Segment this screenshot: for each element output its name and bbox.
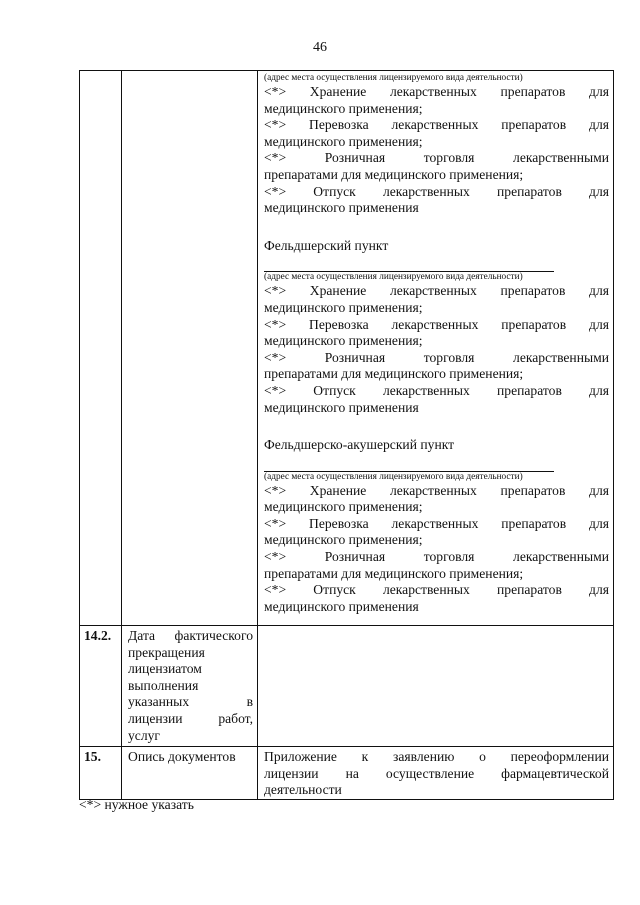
row-label-line: указанных в [128, 694, 253, 710]
activity-item-line: медицинского применения [264, 598, 419, 614]
activity-item-line: медицинского применения; [264, 133, 423, 149]
table-row [80, 626, 614, 747]
row-label [122, 626, 257, 744]
activity-item [264, 516, 609, 549]
activity-item [264, 383, 609, 416]
activity-item [264, 350, 609, 383]
row-number-cell [80, 71, 122, 626]
activity-item-line: препаратами для медицинского применения; [264, 166, 524, 182]
activity-item-line: медицинского применения; [264, 333, 423, 349]
activity-item-line: <*> Отпуск лекарственных препаратов для [264, 382, 609, 398]
activity-item-line: медицинского применения [264, 399, 419, 415]
activity-list [264, 84, 609, 217]
row-value [258, 747, 613, 799]
activity-item-line: <*> Перевозка лекарственных препаратов для [264, 117, 609, 133]
activity-item-line: <*> Отпуск лекарственных препаратов для [264, 582, 609, 598]
activity-item-line: <*> Розничная торговля лекарственными [264, 549, 609, 565]
row-number-cell [80, 626, 122, 747]
activity-item-line: медицинского применения [264, 200, 419, 216]
activity-item [264, 150, 609, 183]
activity-item [264, 283, 609, 316]
activity-item-line: <*> Розничная торговля лекарственными [264, 150, 609, 166]
activity-item [264, 483, 609, 516]
table-row [80, 71, 614, 626]
row-number-cell [80, 747, 122, 800]
row-value-cell [258, 71, 614, 626]
row-label-line: лицензии работ, [128, 710, 253, 726]
row-value-line: деятельности [264, 782, 342, 798]
activity-item-line: препаратами для медицинского применения; [264, 565, 524, 581]
row-number: 14.2. [84, 628, 112, 643]
activity-item-line: <*> Хранение лекарственных препаратов для [264, 283, 609, 299]
activity-item-line: <*> Перевозка лекарственных препаратов для [264, 316, 609, 332]
row-label-line: прекращения [128, 644, 205, 660]
row-label-cell [122, 626, 258, 747]
facility-heading: Фельдшерско-акушерский пункт [264, 437, 455, 453]
activity-item [264, 117, 609, 150]
row-value-line: Приложение к заявлению о переоформлении [264, 749, 609, 764]
footnote: <*> нужное указать [79, 797, 194, 812]
activity-item-line: медицинского применения; [264, 299, 423, 315]
activity-item [264, 84, 609, 117]
row-label: Опись документов [128, 749, 236, 764]
activity-list [264, 283, 609, 416]
row-label-cell [122, 747, 258, 800]
row-value-cell [258, 626, 614, 747]
activity-item-line: <*> Хранение лекарственных препаратов для [264, 84, 609, 99]
activity-item [264, 549, 609, 582]
address-caption: (адрес места осуществления лицензируемого вида деятельности) [264, 73, 523, 83]
date-value [258, 626, 613, 628]
activity-item-line: <*> Перевозка лекарственных препаратов для [264, 515, 609, 531]
row-label-cell [122, 71, 258, 626]
activity-item [264, 317, 609, 350]
activity-item-line: <*> Хранение лекарственных препаратов для [264, 482, 609, 498]
application-table [79, 70, 614, 800]
activity-item [264, 582, 609, 615]
activity-item-line: препаратами для медицинского применения; [264, 366, 524, 382]
row-value-cell [258, 747, 614, 800]
activity-item-line: медицинского применения; [264, 100, 423, 116]
address-underline [264, 254, 554, 272]
address-underline [264, 454, 554, 472]
facility-heading: Фельдшерский пункт [264, 237, 389, 253]
activity-item-line: медицинского применения; [264, 499, 423, 515]
row-label-line: Дата фактического [128, 628, 253, 643]
row-value-line: лицензии на осуществление фармацевтической [264, 765, 609, 781]
activity-item-line: <*> Отпуск лекарственных препаратов для [264, 183, 609, 199]
activity-list [264, 483, 609, 616]
row-label-line: выполнения [128, 677, 199, 693]
activity-item-line: <*> Розничная торговля лекарственными [264, 349, 609, 365]
address-caption: (адрес места осуществления лицензируемого вида деятельности) [264, 471, 523, 482]
table-row [80, 747, 614, 800]
address-caption: (адрес места осуществления лицензируемого вида деятельности) [264, 272, 523, 283]
row-label-line: лицензиатом [128, 661, 202, 677]
activity-item [264, 184, 609, 217]
activity-item-line: медицинского применения; [264, 532, 423, 548]
row-number: 15. [84, 749, 101, 764]
page-number: 46 [313, 40, 327, 55]
row-label-line: услуг [128, 727, 160, 743]
